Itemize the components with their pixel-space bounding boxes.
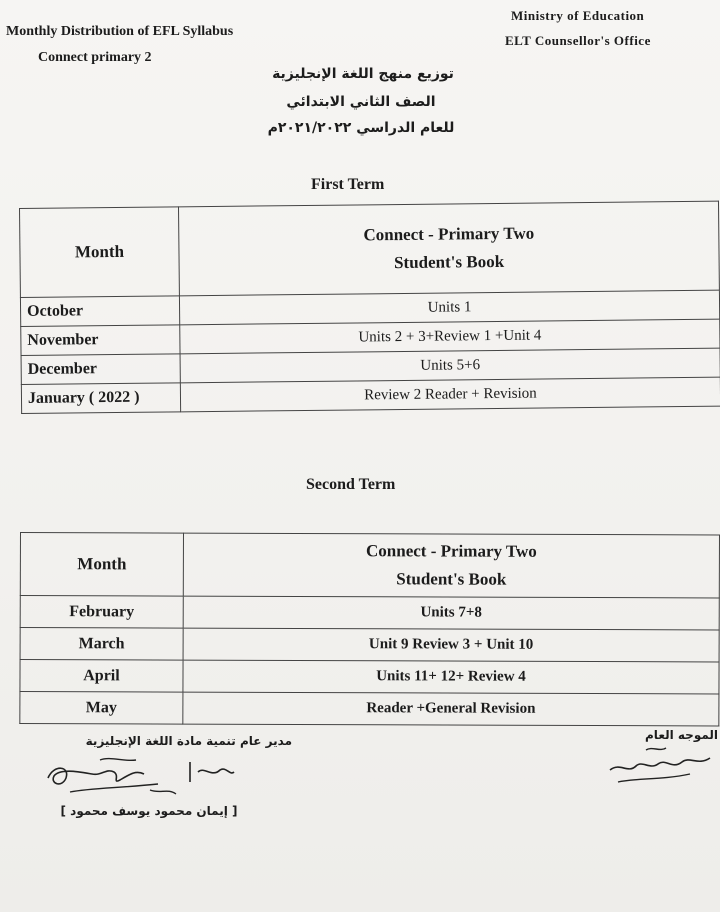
units-cell: Units 1: [179, 290, 719, 325]
supervisor-signature: [606, 740, 716, 790]
month-cell: November: [21, 325, 180, 356]
book-header-line2: Student's Book: [396, 569, 507, 589]
first-term-title: First Term: [311, 176, 385, 193]
table-header-row: [20, 533, 719, 598]
table-row: [20, 628, 719, 662]
arabic-heading-line1: توزيع منهج اللغة الإنجليزية: [272, 66, 454, 82]
table-row: [21, 377, 720, 413]
units-cell: Reader +General Revision: [183, 692, 719, 726]
supervisor-title: الموجه العام: [645, 728, 718, 742]
second-term-title: Second Term: [306, 476, 396, 493]
table-row: [20, 660, 719, 694]
book-column-header: [183, 533, 719, 598]
first-term-table: [19, 201, 720, 414]
director-signature: [40, 748, 240, 808]
units-cell: Review 2 Reader + Revision: [180, 377, 720, 412]
second-term-table: [19, 532, 720, 726]
table-row: [20, 692, 719, 726]
month-column-header: Month: [20, 533, 183, 597]
month-cell: May: [20, 692, 183, 725]
month-column-header: Month: [20, 207, 180, 298]
units-cell: Units 11+ 12+ Review 4: [183, 660, 719, 694]
month-cell: October: [20, 296, 179, 327]
month-cell: February: [20, 596, 183, 629]
book-header-line1: Connect - Primary Two: [366, 541, 537, 561]
units-cell: Unit 9 Review 3 + Unit 10: [183, 628, 719, 662]
director-name: [ إيمان محمود يوسف محمود ]: [60, 804, 238, 818]
syllabus-title: Monthly Distribution of EFL Syllabus: [6, 24, 234, 39]
month-cell: December: [21, 354, 180, 385]
arabic-heading-line2: الصف الثاني الابتدائي: [286, 94, 436, 110]
arabic-heading-line3: للعام الدراسي ٢٠٢١/٢٠٢٢م: [267, 120, 455, 136]
units-cell: Units 7+8: [183, 596, 719, 630]
units-cell: Units 5+6: [180, 348, 720, 383]
units-cell: Units 2 + 3+Review 1 +Unit 4: [180, 319, 720, 354]
month-cell: January ( 2022 ): [21, 383, 180, 414]
table-row: [20, 596, 719, 630]
office-title: ELT Counsellor's Office: [505, 33, 651, 48]
book-column-header: [178, 201, 719, 296]
book-header-line2: Student's Book: [393, 251, 505, 273]
month-cell: March: [20, 628, 183, 661]
month-cell: April: [20, 660, 183, 693]
director-title: مدير عام تنمية مادة اللغة الإنجليزية: [85, 734, 292, 748]
ministry-title: Ministry of Education: [511, 8, 645, 23]
book-header-line1: Connect - Primary Two: [363, 223, 535, 245]
table-header-row: [20, 201, 720, 297]
syllabus-subtitle: Connect primary 2: [38, 50, 152, 65]
